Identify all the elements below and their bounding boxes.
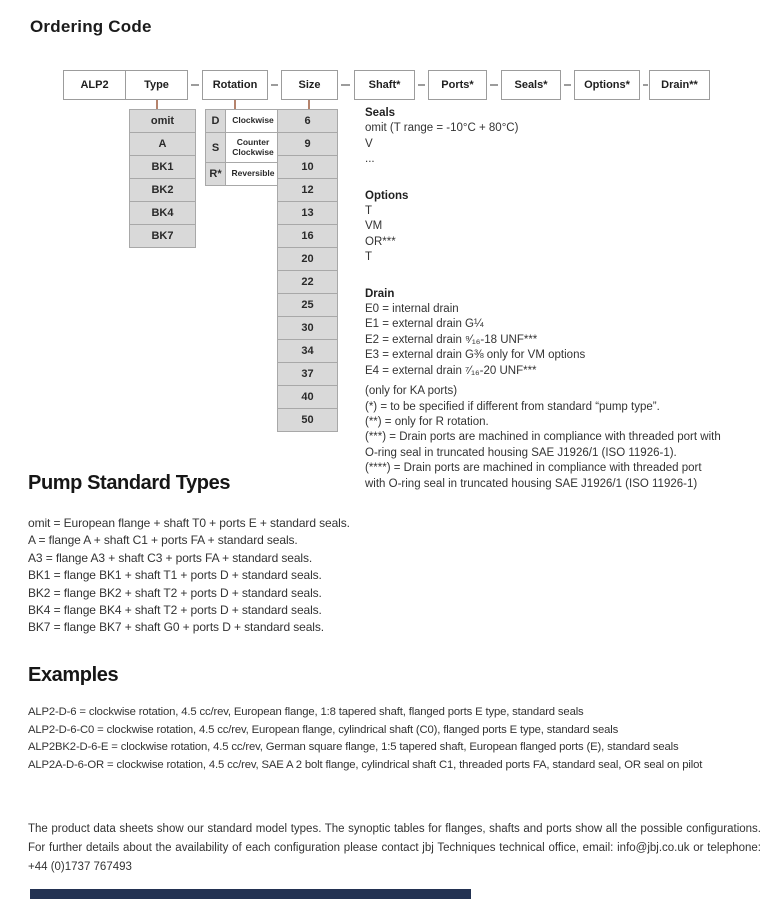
connector-tick — [156, 100, 158, 109]
field-options: Options* — [574, 70, 640, 100]
drain-item: E1 = external drain G¼ — [365, 318, 484, 331]
field-size: Size — [281, 70, 338, 100]
size-option: 6 — [277, 109, 338, 133]
options-item: VM — [365, 220, 383, 233]
size-option: 9 — [277, 132, 338, 156]
footnote: with O-ring seal in truncated housing SAE J1926/1 (ISO 11926-1) — [365, 477, 698, 490]
seals-item: ... — [365, 153, 375, 166]
size-option: 30 — [277, 316, 338, 340]
rotation-options-table — [205, 109, 281, 186]
size-option: 22 — [277, 270, 338, 294]
footnote: O-ring seal in truncated housing SAE J1926/1 (ISO 11926-1). — [365, 446, 677, 459]
pump-type-item: BK7 = flange BK7 + shaft G0 + ports D + standard seals. — [28, 620, 325, 635]
connector-dash — [271, 84, 278, 86]
connector-dash — [490, 84, 498, 86]
drain-item: E0 = internal drain — [365, 303, 459, 316]
connector-dash — [564, 84, 571, 86]
size-option: 40 — [277, 385, 338, 409]
seals-item: omit (T range = -10°C + 80°C) — [365, 122, 519, 135]
pump-type-item: BK4 = flange BK4 + shaft T2 + ports D + standard seals. — [28, 603, 322, 618]
seals-item: V — [365, 137, 373, 150]
drain-item: E2 = external drain ⁹⁄₁₆-18 UNF*** — [365, 333, 538, 346]
rotation-code: D — [205, 109, 226, 133]
pump-type-item: BK1 = flange BK1 + shaft T1 + ports D + standard seals. — [28, 568, 322, 583]
drain-heading: Drain — [365, 287, 395, 300]
footnote: (*) = to be specified if different from standard “pump type”. — [365, 400, 660, 413]
connector-tick — [308, 100, 310, 109]
rotation-label: Reversible — [225, 162, 281, 186]
options-item: T — [365, 205, 373, 218]
rotation-code: R* — [205, 162, 226, 186]
size-option: 37 — [277, 362, 338, 386]
rotation-option-row — [205, 162, 281, 186]
field-type: Type — [144, 79, 169, 91]
size-option: 34 — [277, 339, 338, 363]
footnote: (****) = Drain ports are machined in compliance with threaded port — [365, 462, 702, 475]
model-type-box — [63, 70, 188, 100]
example-item: ALP2A-D-6-OR = clockwise rotation, 4.5 cc/rev, SAE A 2 bolt flange, cylindrical shaft C1, threaded ports FA, standard seal, OR seal on pilot — [28, 758, 703, 771]
size-option: 16 — [277, 224, 338, 248]
options-item: T — [365, 251, 373, 264]
type-option: BK7 — [129, 224, 196, 248]
drain-item: E3 = external drain G⅜ only for VM options — [365, 349, 586, 362]
footer-note: The product data sheets show our standard model types. The synoptic tables for flanges, shafts and ports show all the possible configurations. For further details about the availability of each configuration please contact jbj Techniques technical office, email: info@jbj.co.uk or telephone: +44 (0)1737 767493 — [28, 823, 761, 873]
size-option: 10 — [277, 155, 338, 179]
model-prefix: ALP2 — [64, 71, 126, 99]
example-item: ALP2BK2-D-6-E = clockwise rotation, 4.5 cc/rev, German square flange, 1:5 tapered shaft, European flanged ports (E), standard seals — [28, 741, 679, 754]
size-option: 12 — [277, 178, 338, 202]
example-item: ALP2-D-6 = clockwise rotation, 4.5 cc/rev, European flange, 1:8 tapered shaft, flanged ports E type, standard seals — [28, 706, 584, 718]
field-drain: Drain** — [649, 70, 710, 100]
examples-list — [28, 704, 702, 774]
type-option: BK1 — [129, 155, 196, 179]
footer-bar — [30, 889, 471, 899]
rotation-option-row — [205, 109, 281, 133]
pump-type-item: A = flange A + shaft C1 + ports FA + standard seals. — [28, 533, 298, 548]
size-option: 50 — [277, 408, 338, 432]
connector-tick — [234, 100, 236, 109]
rotation-label: Counter Clockwise — [225, 132, 281, 163]
example-item: ALP2-D-6-C0 = clockwise rotation, 4.5 cc/rev, European flange, cylindrical shaft (C0), flanged ports E type, standard seals — [28, 723, 619, 736]
type-options-table — [129, 109, 196, 248]
size-option: 25 — [277, 293, 338, 317]
size-options-table — [277, 109, 338, 432]
drain-item: (only for KA ports) — [365, 385, 458, 398]
field-ports: Ports* — [428, 70, 487, 100]
field-shaft: Shaft* — [354, 70, 415, 100]
type-option: BK4 — [129, 201, 196, 225]
page-title: Ordering Code — [30, 17, 152, 36]
footnote: (***) = Drain ports are machined in compliance with threaded port with — [365, 431, 721, 444]
pump-standard-types-title: Pump Standard Types — [28, 472, 231, 494]
options-heading: Options — [365, 189, 409, 202]
type-option: omit — [129, 109, 196, 133]
pump-type-item: A3 = flange A3 + shaft C3 + ports FA + standard seals. — [28, 550, 313, 565]
examples-title: Examples — [28, 664, 119, 686]
size-option: 20 — [277, 247, 338, 271]
rotation-label: Clockwise — [225, 109, 281, 133]
connector-dash — [191, 84, 199, 86]
rotation-option-row — [205, 132, 281, 163]
seals-heading: Seals — [365, 107, 396, 119]
pump-type-item: omit = European flange + shaft T0 + ports E + standard seals. — [28, 516, 350, 530]
field-rotation: Rotation — [202, 70, 268, 100]
type-option: BK2 — [129, 178, 196, 202]
field-seals: Seals* — [501, 70, 561, 100]
pump-standard-types-list — [28, 515, 350, 637]
footnote: (**) = only for R rotation. — [365, 415, 489, 428]
pump-type-item: BK2 = flange BK2 + shaft T2 + ports D + standard seals. — [28, 585, 322, 600]
type-option: A — [129, 132, 196, 156]
options-item: OR*** — [365, 235, 396, 248]
rotation-code: S — [205, 132, 226, 163]
drain-item: E4 = external drain ⁷⁄₁₆-20 UNF*** — [365, 364, 537, 377]
connector-dash — [341, 84, 350, 86]
connector-dash — [643, 84, 648, 86]
legend-column — [365, 106, 769, 492]
connector-dash — [418, 84, 425, 86]
size-option: 13 — [277, 201, 338, 225]
